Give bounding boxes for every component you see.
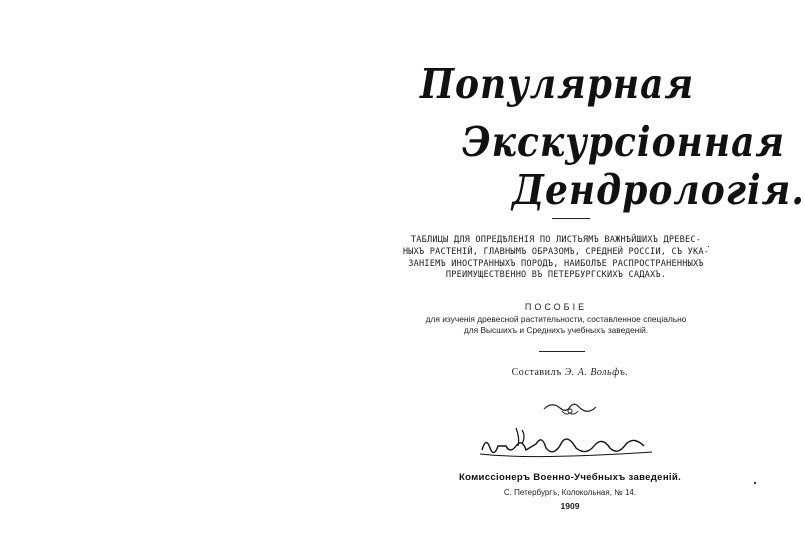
title-line-2: Экскурсіонная bbox=[462, 118, 786, 167]
compiler-credit bbox=[470, 367, 670, 378]
title-line-1: Популярная bbox=[420, 60, 695, 109]
scan-speck bbox=[708, 246, 709, 247]
divider-rule-top bbox=[552, 218, 590, 219]
manual-heading: ПОСОБІЕ bbox=[524, 302, 588, 312]
manual-line: для Высшихъ и Среднихъ учебныхъ заведеній. bbox=[463, 325, 649, 335]
description-line: ПРЕИМУЩЕСТВЕННО ВЪ ПЕТЕРБУРГСКИХЪ САДАХЪ. bbox=[445, 270, 667, 281]
publisher-name: Комиссіонеръ Военно-Учебныхъ заведеній. bbox=[458, 472, 682, 483]
publication-year: 1909 bbox=[560, 501, 580, 511]
publisher-address: С. Петербургъ, Колокольная, № 14. bbox=[503, 488, 637, 497]
handwritten-signature bbox=[476, 424, 656, 464]
compiler-prefix: Составилъ bbox=[511, 367, 562, 378]
divider-rule-middle bbox=[539, 351, 585, 352]
title-line-3: Дендрологія. bbox=[512, 166, 805, 215]
ornament-flourish-icon bbox=[540, 399, 600, 417]
subtitle-description bbox=[400, 235, 712, 282]
description-line: ЗАНІЕМЪ ИНОСТРАННЫХЪ ПОРОДЪ, НАИБОЛѢЕ РАСПРОСТРАНЕННЫХЪ bbox=[408, 258, 704, 269]
manual-description bbox=[400, 314, 712, 336]
compiler-name: Э. А. Вольфъ. bbox=[564, 367, 629, 378]
description-line: ТАБЛИЦЫ ДЛЯ ОПРЕДѢЛЕНІЯ ПО ЛИСТЬЯМЪ ВАЖНѢЙШИХЪ ДРЕВЕС- bbox=[410, 235, 702, 245]
scan-speck bbox=[754, 482, 756, 484]
description-line: НЫХЪ РАСТЕНІЙ, ГЛАВНЫМЪ ОБРАЗОМЪ, СРЕДНЕЙ РОССІИ, СЪ УКА- bbox=[402, 246, 710, 257]
manual-line: для изученія древесной растительности, составленное спеціально bbox=[425, 314, 687, 324]
